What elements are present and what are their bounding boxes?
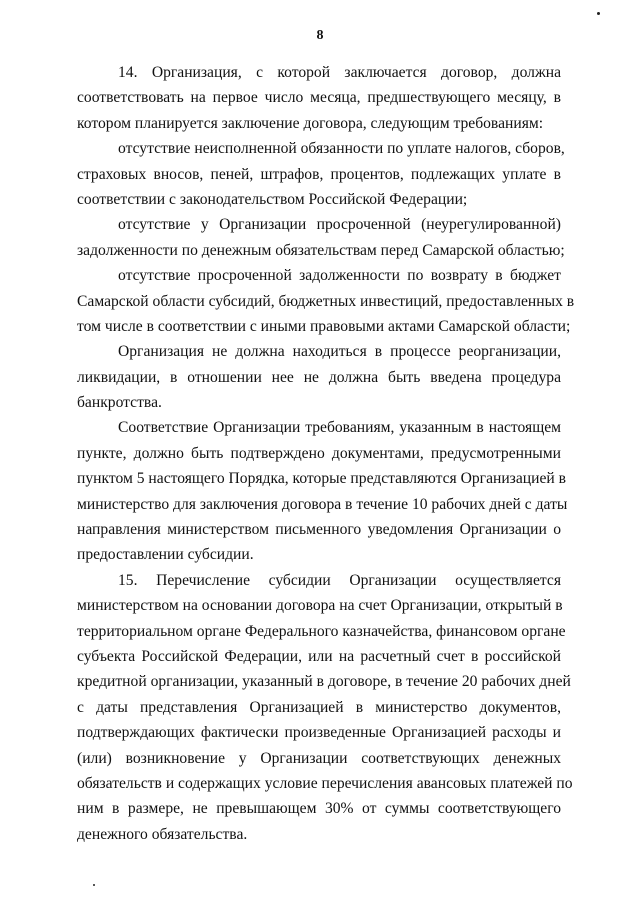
requirement-no-reorganization [77,339,561,415]
text-line: том числе в соответствии с иными правовыми актами Самарской области; [77,317,571,335]
text-line: денежного обязательства. [77,825,248,843]
page-number: 8 [316,28,324,43]
text-line: пунктом 5 настоящего Порядка, которые представляются Организацией в [77,470,566,488]
text-line: территориальном органе Федерального казначейства, финансовом органе [77,622,566,640]
text-line: субъекта Российской Федерации, или на расчетный счет в российской [77,647,561,665]
text-line: страховых вносов, пеней, штрафов, процентов, подлежащих уплате в [77,165,561,183]
paragraph-14-requirements [77,60,561,136]
text-line: отсутствие у Организации просроченной (неурегулированной) [118,216,561,234]
text-line: соответствии с законодательством Российской Федерации; [77,190,468,208]
text-line: с даты представления Организацией в министерство документов, [77,698,561,716]
text-line: направления министерством письменного уведомления Организации о [77,521,561,539]
text-line: отсутствие неисполненной обязанности по уплате налогов, сборов, [118,140,565,158]
requirement-no-tax-debt [77,136,565,212]
text-line: котором планируется заключение договора, следующим требованиям: [77,114,544,132]
text-line: отсутствие просроченной задолженности по возврату в бюджет [118,267,561,285]
text-line: соответствовать на первое число месяца, предшествующего месяцу, в [77,89,561,107]
paragraph-15-transfer [77,568,573,847]
paragraph-compliance-confirmation [77,415,568,567]
text-line: предоставлении субсидии. [77,546,254,564]
text-line: 14. Организация, с которой заключается договор, должна [118,64,561,81]
scan-speck [93,884,95,886]
text-line: задолженности по денежным обязательствам перед Самарской областью; [77,241,565,259]
text-line: ликвидации, в отношении нее не должна быть введена процедура [77,368,561,386]
requirement-no-overdue-obligations [77,212,565,263]
requirement-no-overdue-subsidy-return [77,263,575,339]
text-line: ним в размере, не превышающем 30% от суммы соответствующего [77,800,561,818]
text-line: (или) возникновение у Организации соответствующих денежных [77,749,561,767]
document-body [77,60,575,847]
text-line: подтверждающих фактически произведенные Организацией расходы и [77,724,561,742]
text-line: 15. Перечисление субсидии Организации осуществляется [118,571,561,589]
text-line: министерство для заключения договора в течение 10 рабочих дней с даты [77,495,568,513]
text-line: банкротства. [77,394,162,412]
text-line: Организация не должна находиться в процессе реорганизации, [118,343,561,361]
text-line: Самарской области субсидий, бюджетных инвестиций, предоставленных в [77,292,575,310]
scan-speck [597,12,600,15]
text-line: Соответствие Организации требованиям, указанным в настоящем [118,419,561,437]
text-line: кредитной организации, указанный в договоре, в течение 20 рабочих дней [77,673,571,691]
text-line: министерством на основании договора на счет Организации, открытый в [77,597,563,615]
text-line: обязательств и содержащих условие перечисления авансовых платежей по [77,774,573,792]
text-line: пункте, должно быть подтверждено документами, предусмотренными [77,444,561,462]
